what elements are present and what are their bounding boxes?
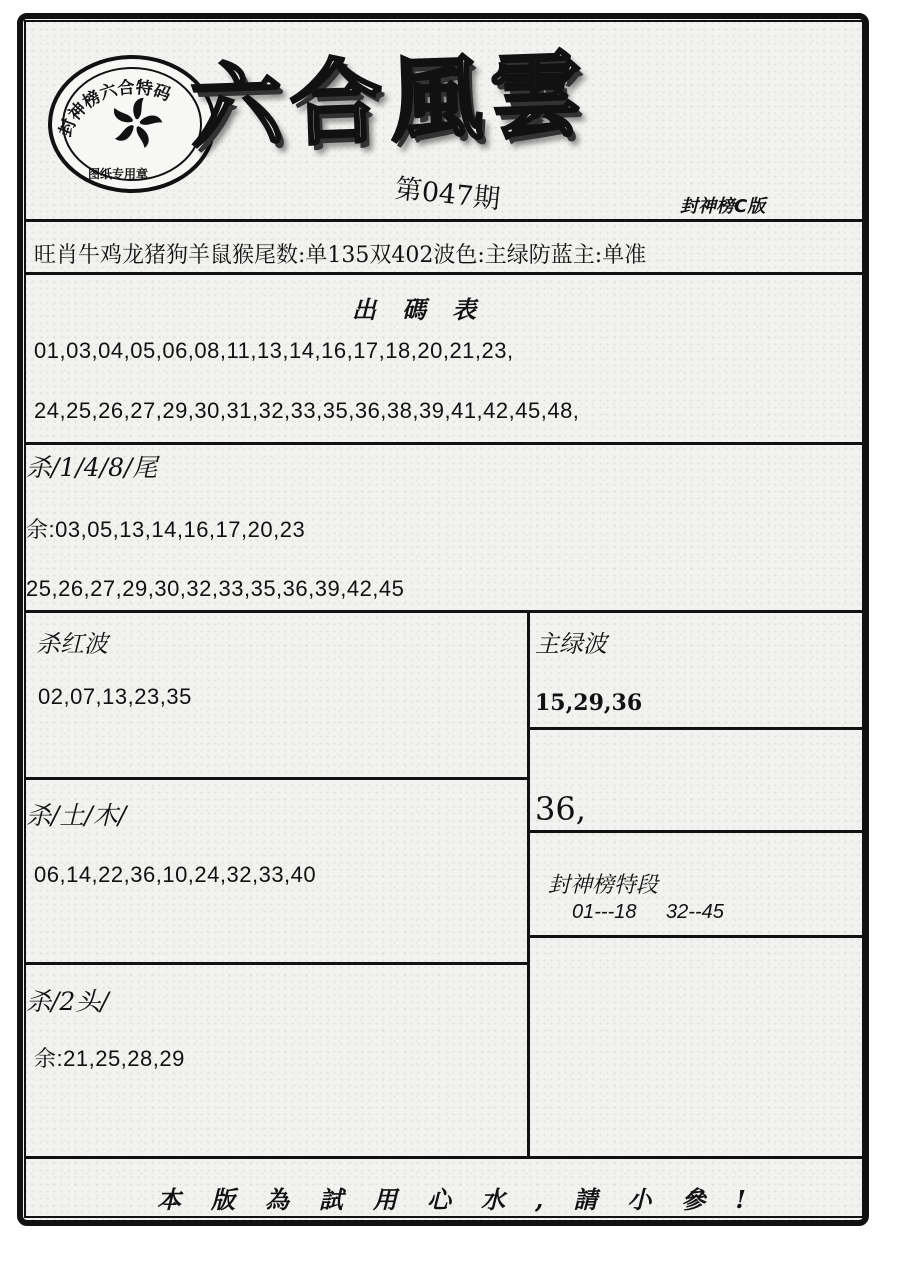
kill-tail-remaining-line: 25,26,27,29,30,32,33,35,36,39,42,45	[26, 576, 405, 601]
divider	[529, 830, 864, 833]
divider	[24, 272, 864, 275]
divider	[24, 1156, 864, 1159]
number-table-title: 出碼表	[352, 295, 502, 324]
divider	[24, 777, 529, 780]
issue-number: 第047期	[393, 173, 502, 216]
special-range-1: 01---18	[572, 901, 637, 923]
footer-disclaimer: 本版為試用心水,請小參!	[157, 1185, 776, 1214]
remain-numbers: :21,25,28,29	[56, 1046, 185, 1071]
page-title: 六合風雲	[188, 40, 593, 162]
special-range-2: 32--45	[666, 901, 724, 923]
special-heading: 封神榜特段	[548, 873, 659, 898]
seal-bottom-text: 图纸专用章	[88, 167, 149, 181]
kill-tail-heading: 杀/1/4/8/尾	[26, 453, 158, 482]
main-green-heading: 主绿波	[535, 630, 607, 658]
kill-tail-remaining-line	[26, 513, 305, 544]
remain-label: 余	[26, 518, 49, 543]
edition-label: 封神榜C版	[680, 196, 766, 217]
column-divider	[527, 612, 530, 1157]
divider	[24, 962, 529, 965]
remain-numbers: :03,05,13,14,16,17,20,23	[48, 517, 306, 542]
zodiac-hint-line: 旺肖牛鸡龙猪狗羊鼠猴尾数:单135双402波色:主绿防蓝主:单准	[34, 243, 647, 268]
kill-element-numbers: 06,14,22,36,10,24,32,33,40	[34, 862, 317, 887]
kill-element-heading: 杀/土/木/	[26, 801, 127, 830]
kill-head-remaining-line	[34, 1042, 185, 1073]
divider	[529, 727, 864, 730]
divider	[24, 219, 864, 222]
kill-head-heading: 杀/2头/	[26, 987, 109, 1016]
divider	[24, 610, 864, 613]
bauhinia-flower-icon	[107, 94, 165, 152]
single-pick: 36,	[535, 790, 586, 828]
number-table-line: 24,25,26,27,29,30,31,32,33,35,36,38,39,41,42,45,48,	[34, 398, 580, 423]
number-table-line: 01,03,04,05,06,08,11,13,14,16,17,18,20,21,23,	[34, 338, 514, 363]
kill-red-numbers: 02,07,13,23,35	[38, 684, 192, 709]
special-range-line	[572, 901, 724, 924]
remain-label: 余	[34, 1047, 57, 1072]
kill-red-heading: 杀红波	[36, 630, 108, 658]
divider	[529, 935, 864, 938]
main-green-numbers: 15,29,36	[535, 690, 643, 716]
seal-top-text: 封神榜六合特码	[56, 77, 174, 140]
divider	[24, 442, 864, 445]
